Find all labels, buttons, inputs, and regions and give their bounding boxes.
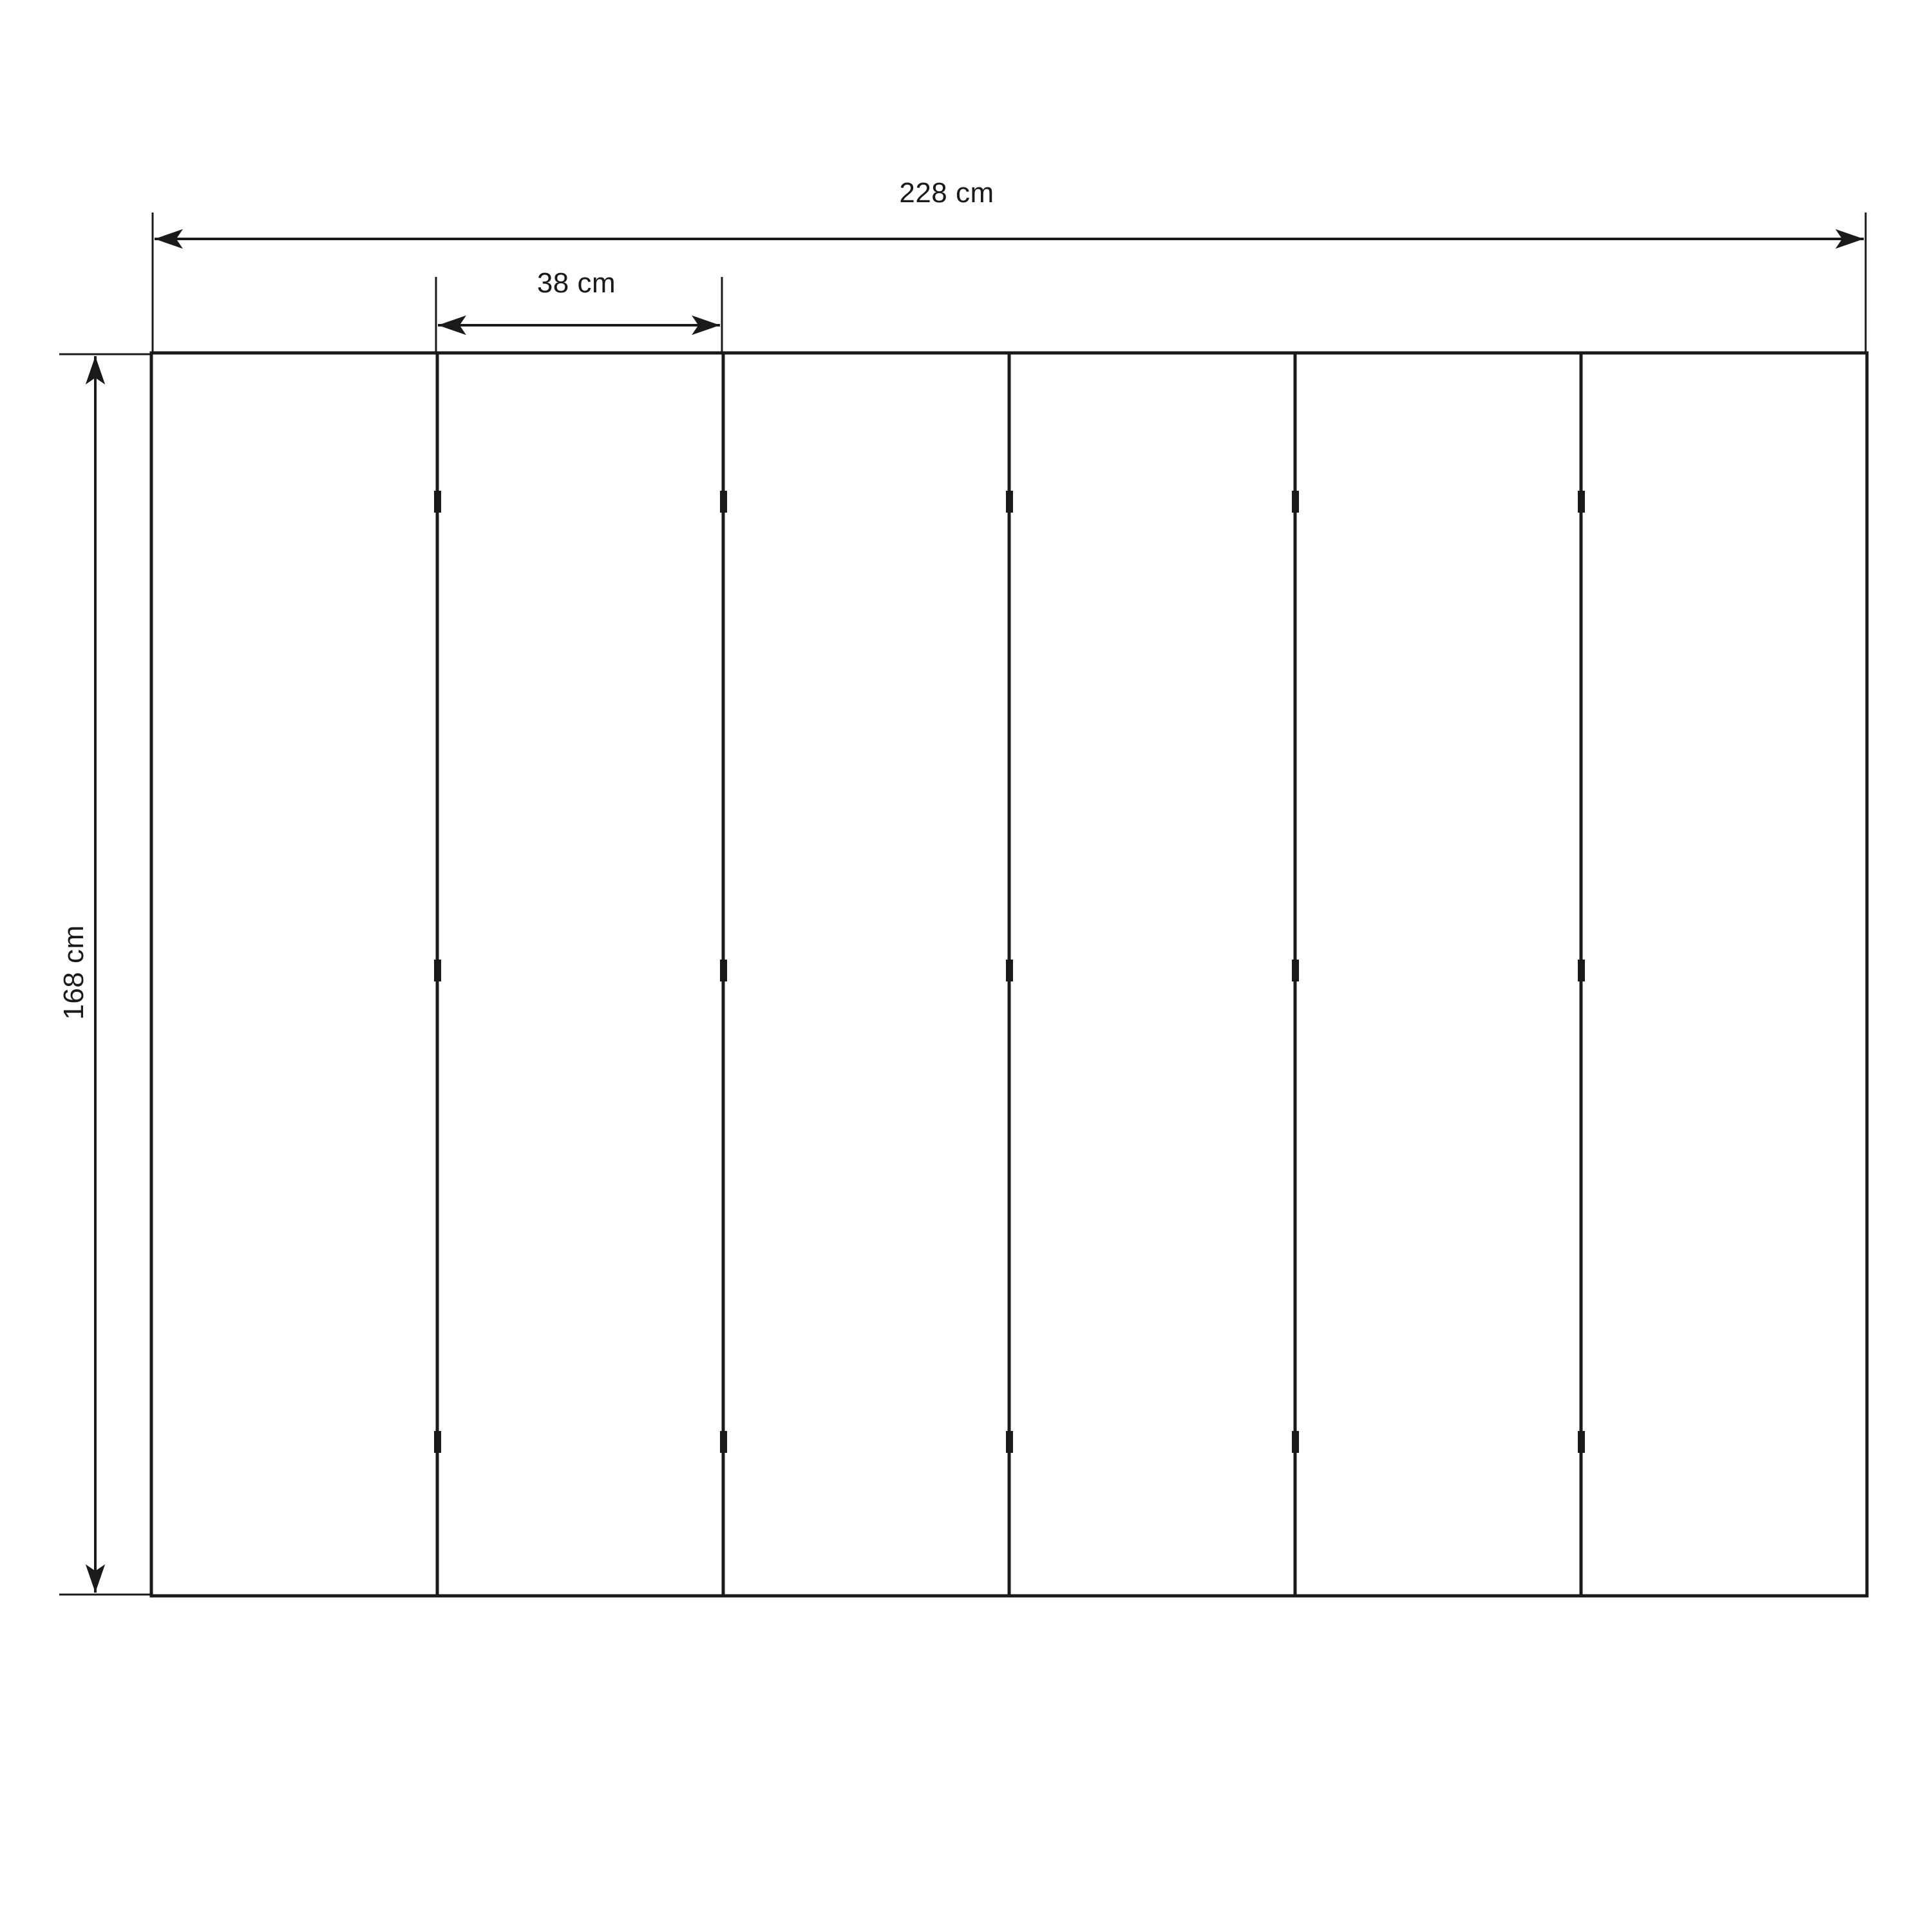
total-width-label: 228 cm (899, 177, 994, 209)
panel-4[interactable] (1009, 353, 1295, 1596)
panel-2[interactable] (437, 353, 723, 1596)
hinge-icon (720, 491, 727, 513)
panel-5[interactable] (1295, 353, 1581, 1596)
panel-3[interactable] (723, 353, 1009, 1596)
hinge-icon (1006, 960, 1013, 981)
hinge-icon (434, 960, 441, 981)
height-label: 168 cm (58, 925, 90, 1020)
panel-width-label: 38 cm (536, 267, 616, 299)
hinge-icon (1578, 491, 1585, 513)
hinge-icon (1292, 960, 1299, 981)
hinge-icon (1578, 1431, 1585, 1453)
hinge-icon (1006, 491, 1013, 513)
hinge-icon (1578, 960, 1585, 981)
dimension-total-width (153, 213, 1866, 353)
hinge-icon (720, 960, 727, 981)
panel-6[interactable] (1581, 353, 1867, 1596)
panel-1[interactable] (151, 353, 437, 1596)
hinge-icon (1292, 491, 1299, 513)
hinge-icon (720, 1431, 727, 1453)
hinge-icon (434, 1431, 441, 1453)
hinge-icon (434, 491, 441, 513)
hinge-icon (1006, 1431, 1013, 1453)
hinge-icon (1292, 1431, 1299, 1453)
